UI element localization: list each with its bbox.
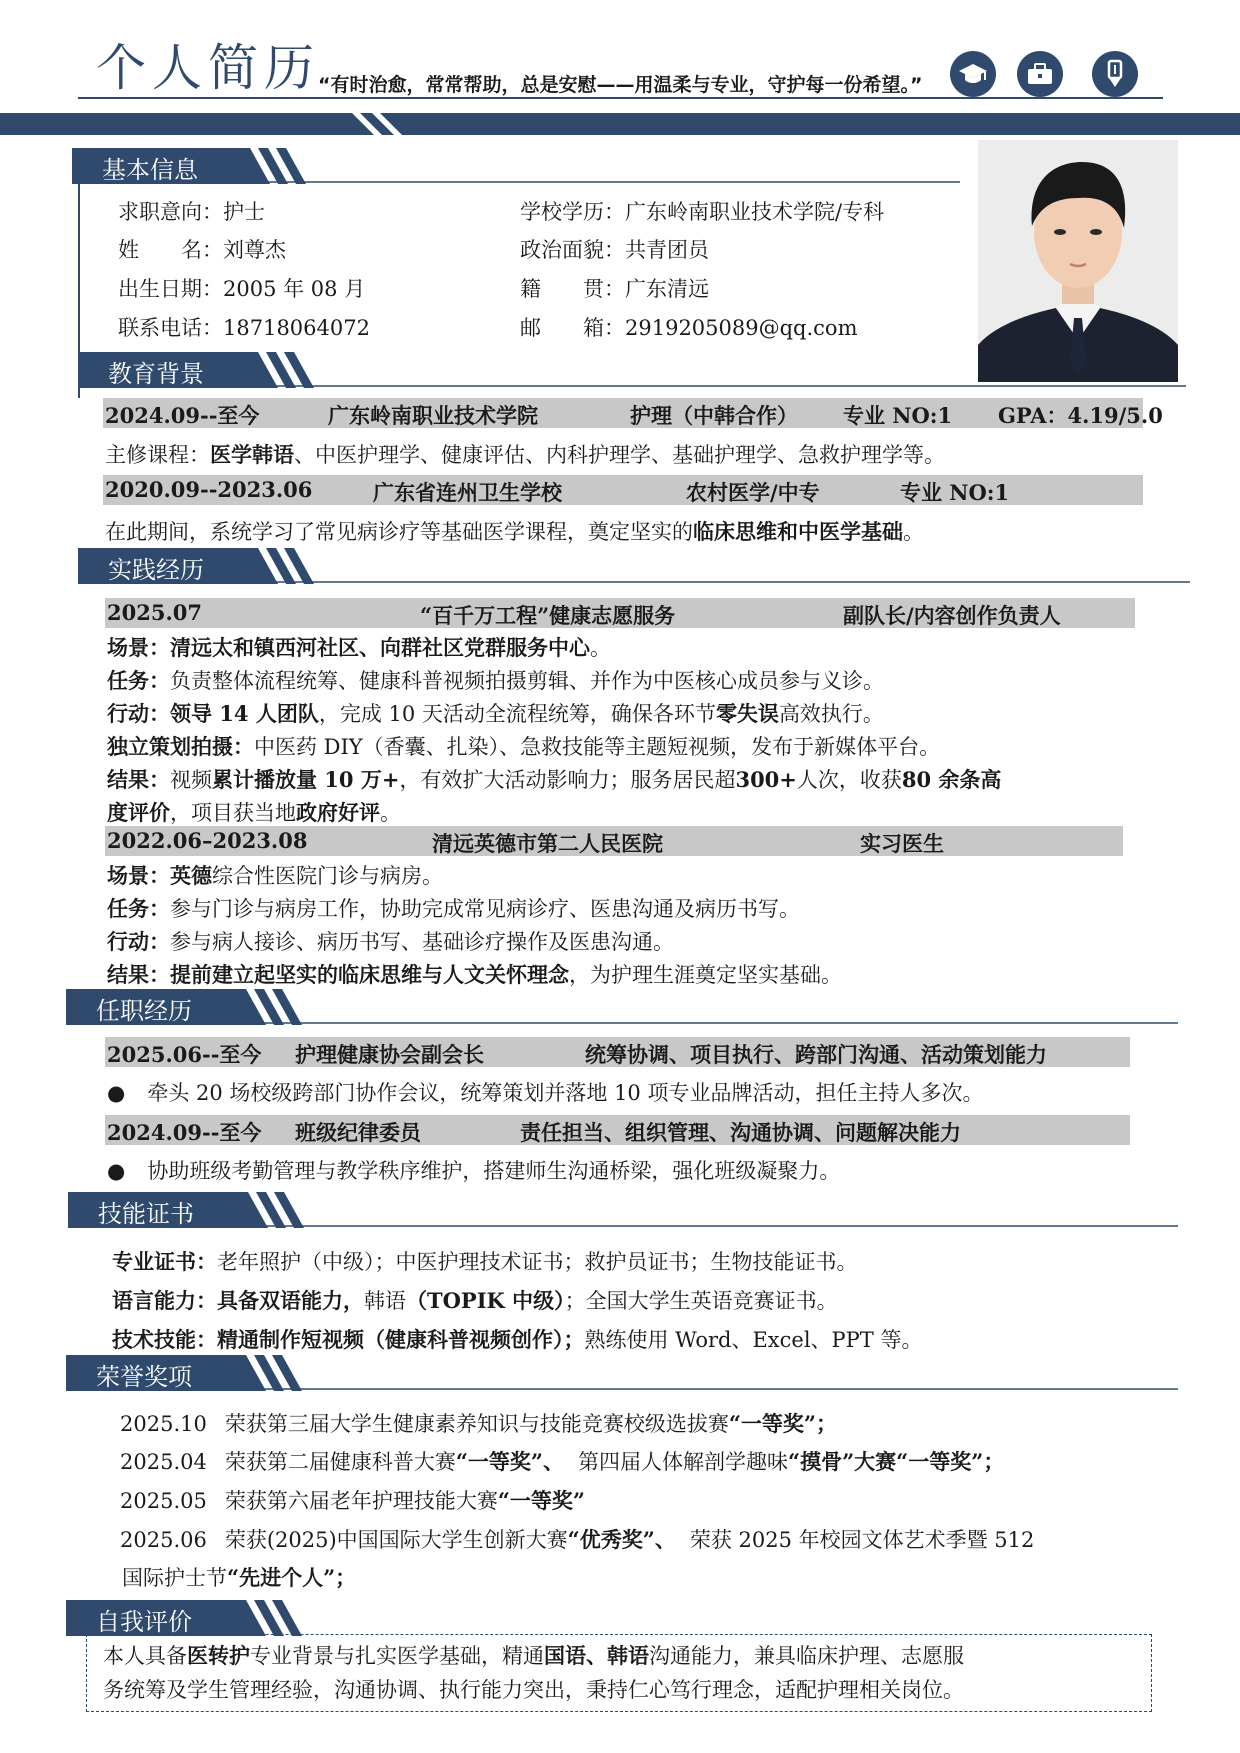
info-row: 邮 箱：2919205089@qq.com	[520, 316, 858, 340]
edu-school: 广东岭南职业技术学院	[328, 403, 538, 428]
honor-line-cont: 国际护士节“先进个人”；	[122, 1565, 357, 1590]
honor-line: 2025.04 荣获第二届健康科普大赛“一等奖”、 第四届人体解剖学趣味“摸骨”大赛“一等奖”；	[120, 1449, 1005, 1474]
edu-gpa: GPA：4.19/5.0	[998, 403, 1163, 428]
info-row: 学校学历：广东岭南职业技术学院/专科	[520, 200, 885, 224]
edu-rank: 专业 NO:1	[900, 480, 1010, 505]
honor-line: 2025.06 荣获(2025)中国国际大学生创新大赛“优秀奖”、 荣获 2025 年校园文体艺术季暨 512	[120, 1527, 1035, 1552]
practice-line: 任务：负责整体流程统筹、健康科普视频拍摄剪辑、并作为中医核心成员参与义诊。	[107, 668, 884, 693]
pen-icon	[1092, 51, 1138, 97]
practice-project: 清远英德市第二人民医院	[432, 831, 663, 856]
info-row: 籍 贯：广东清远	[520, 277, 709, 301]
practice-line: 独立策划拍摄：中医药 DIY（香囊、扎染）、急救技能等主题短视频，发布于新媒体平台。	[107, 734, 941, 759]
practice-date: 2025.07	[107, 600, 202, 625]
practice-date: 2022.06–2023.08	[107, 828, 308, 853]
edu-school: 广东省连州卫生学校	[373, 480, 562, 505]
self-eval-line: 务统筹及学生管理经验，沟通协调、执行能力突出，秉持仁心笃行理念，适配护理相关岗位。	[103, 1678, 964, 1702]
info-row: 出生日期：2005 年 08 月	[118, 277, 366, 301]
edu-major: 农村医学/中专	[686, 480, 820, 505]
position-abilities: 责任担当、组织管理、沟通协调、问题解决能力	[520, 1120, 961, 1145]
info-row: 政治面貌：共青团员	[520, 238, 709, 262]
page-title: 个人简历	[96, 39, 320, 97]
self-eval-line: 本人具备医转护专业背景与扎实医学基础，精通国语、韩语沟通能力，兼具临床护理、志愿服	[103, 1643, 964, 1668]
profile-photo	[978, 140, 1178, 382]
motto: “有时治愈，常常帮助，总是安慰——用温柔与专业，守护每一份希望。”	[318, 74, 923, 96]
bullet-icon: ●	[107, 1159, 126, 1183]
position-date: 2024.09--至今	[107, 1120, 262, 1145]
edu-detail: 在此期间，系统学习了常见病诊疗等基础医学课程，奠定坚实的临床思维和中医学基础。	[105, 519, 924, 544]
skill-line: 专业证书：老年照护（中级）；中医护理技术证书；救护员证书；生物技能证书。	[112, 1249, 858, 1274]
skill-line: 技术技能：精通制作短视频（健康科普视频创作）；熟练使用 Word、Excel、PPT 等。	[112, 1327, 923, 1352]
edu-date: 2024.09--至今	[105, 403, 260, 428]
practice-line: 场景：英德综合性医院门诊与病房。	[107, 863, 443, 888]
edu-date: 2020.09--2023.06	[105, 477, 313, 502]
edu-detail: 主修课程：医学韩语、中医护理学、健康评估、内科护理学、基础护理学、急救护理学等。	[105, 442, 945, 467]
section-title: 技能证书	[98, 1200, 194, 1228]
section-title: 荣誉奖项	[96, 1363, 192, 1391]
edu-major: 护理（中韩合作）	[630, 403, 798, 428]
honor-line: 2025.05 荣获第六届老年护理技能大赛“一等奖”	[120, 1488, 586, 1513]
position-bullet: ● 协助班级考勤管理与教学秩序维护，搭建师生沟通桥梁，强化班级凝聚力。	[107, 1159, 841, 1183]
info-row: 联系电话：18718064072	[118, 316, 370, 340]
position-bullet: ● 牵头 20 场校级跨部门协作会议，统筹策划并落地 10 项专业品牌活动，担任主持人多次。	[107, 1081, 984, 1105]
skill-line: 语言能力：具备双语能力，韩语（TOPIK 中级）；全国大学生英语竞赛证书。	[112, 1288, 838, 1313]
header-rule	[78, 97, 1163, 99]
practice-result: 结果：视频累计播放量 10 万+，有效扩大活动影响力；服务居民超300+人次，收获80 余条高	[107, 767, 1002, 792]
section-title: 教育背景	[108, 360, 204, 388]
practice-line: 行动：参与病人接诊、病历书写、基础诊疗操作及医患沟通。	[107, 929, 674, 954]
section-title: 自我评价	[96, 1608, 192, 1636]
graduation-cap-icon	[950, 51, 996, 97]
header-band	[0, 113, 1240, 135]
practice-line: 场景：清远太和镇西河社区、向群社区党群服务中心。	[107, 635, 611, 660]
info-row: 姓 名：刘尊杰	[118, 238, 286, 262]
practice-project: “百千万工程”健康志愿服务	[420, 603, 676, 628]
practice-role: 实习医生	[860, 831, 944, 856]
section-title: 实践经历	[108, 556, 204, 584]
position-date: 2025.06--至今	[107, 1042, 262, 1067]
section-title: 任职经历	[96, 997, 192, 1025]
info-row: 求职意向：护士	[118, 200, 265, 224]
practice-line: 行动：领导 14 人团队，完成 10 天活动全流程统筹，确保各环节零失误高效执行。	[107, 701, 884, 726]
bullet-icon: ●	[107, 1081, 126, 1105]
position-abilities: 统筹协调、项目执行、跨部门沟通、活动策划能力	[585, 1042, 1047, 1067]
practice-role: 副队长/内容创作负责人	[843, 603, 1061, 628]
practice-result-cont: 度评价，项目获当地政府好评。	[107, 800, 401, 825]
section-title: 基本信息	[102, 156, 198, 184]
position-title: 班级纪律委员	[295, 1120, 421, 1145]
practice-line: 任务：参与门诊与病房工作，协助完成常见病诊疗、医患沟通及病历书写。	[107, 896, 800, 921]
edu-rank: 专业 NO:1	[843, 403, 953, 428]
honor-line: 2025.10 荣获第三届大学生健康素养知识与技能竞赛校级选拔赛“一等奖”；	[120, 1411, 838, 1436]
briefcase-icon	[1017, 51, 1063, 97]
position-title: 护理健康协会副会长	[295, 1042, 484, 1067]
practice-line: 结果：提前建立起坚实的临床思维与人文关怀理念，为护理生涯奠定坚实基础。	[107, 962, 842, 987]
